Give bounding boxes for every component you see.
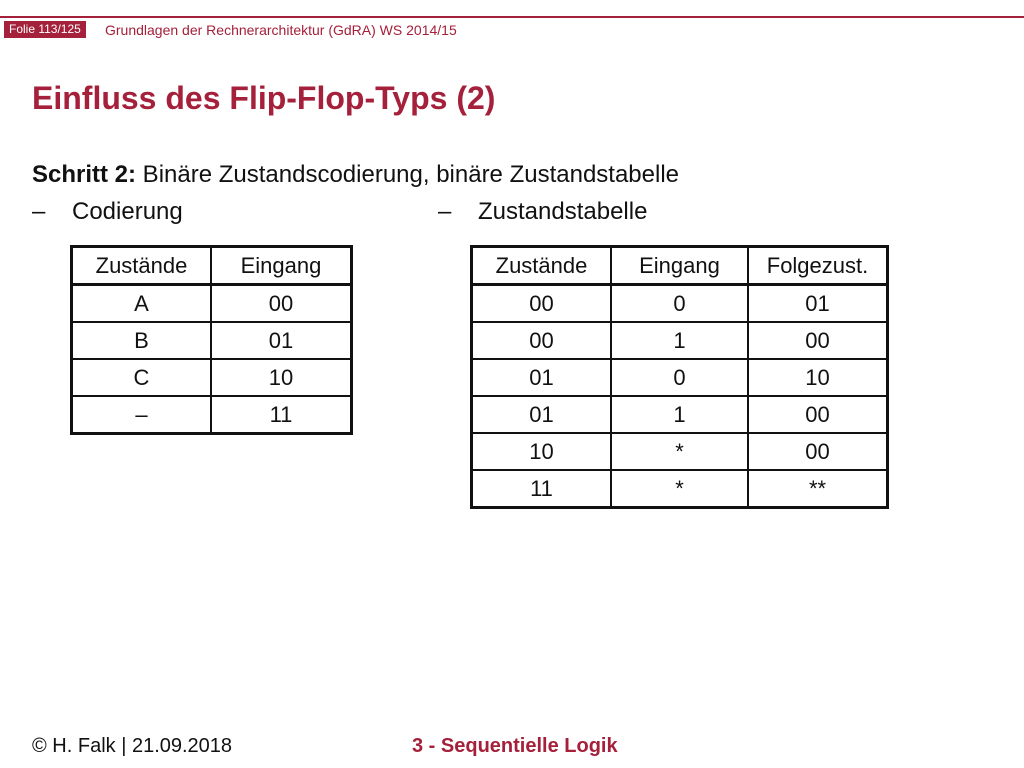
footer-chapter: 3 - Sequentielle Logik — [412, 735, 618, 757]
slide-title: Einfluss des Flip-Flop-Typs (2) — [32, 80, 496, 116]
table-cell: * — [611, 470, 748, 508]
table-cell: 01 — [748, 285, 888, 323]
column-header: Zustände — [72, 247, 212, 285]
table-cell: 1 — [611, 396, 748, 433]
table-cell: 11 — [211, 396, 352, 434]
table-header-row — [472, 247, 888, 285]
table-row — [472, 433, 888, 470]
table-row — [472, 359, 888, 396]
column-header: Eingang — [611, 247, 748, 285]
column-header: Zustände — [472, 247, 612, 285]
coding-table — [70, 245, 353, 435]
bullet-coding-label: Codierung — [72, 198, 183, 225]
table-row — [472, 285, 888, 323]
table-cell: 00 — [211, 285, 352, 323]
table-row — [472, 470, 888, 508]
column-header: Eingang — [211, 247, 352, 285]
table-row — [472, 322, 888, 359]
table-cell: 10 — [748, 359, 888, 396]
table-cell: * — [611, 433, 748, 470]
table-cell: 00 — [748, 433, 888, 470]
table-cell: ** — [748, 470, 888, 508]
table-cell: 10 — [472, 433, 612, 470]
table-row — [472, 396, 888, 433]
step-text: Binäre Zustandscodierung, binäre Zustandstabelle — [136, 161, 680, 188]
table-row — [72, 359, 352, 396]
table-cell: 00 — [472, 285, 612, 323]
table-cell: 00 — [748, 396, 888, 433]
step-heading — [32, 160, 679, 190]
table-cell: 00 — [472, 322, 612, 359]
table-cell: 01 — [211, 322, 352, 359]
table-header-row — [72, 247, 352, 285]
table-cell: B — [72, 322, 212, 359]
bullet-state-table-label: Zustandstabelle — [478, 198, 648, 225]
table-row — [72, 322, 352, 359]
course-title: Grundlagen der Rechnerarchitektur (GdRA) WS 2014/15 — [105, 22, 457, 38]
table-cell: 10 — [211, 359, 352, 396]
column-header: Folgezust. — [748, 247, 888, 285]
bullet-dash: – — [32, 198, 46, 225]
bullet-state-table — [438, 197, 647, 227]
table-cell: – — [72, 396, 212, 434]
table-cell: C — [72, 359, 212, 396]
table-row — [72, 396, 352, 434]
table-cell: A — [72, 285, 212, 323]
table-cell: 11 — [472, 470, 612, 508]
table-cell: 00 — [748, 322, 888, 359]
table-row — [72, 285, 352, 323]
table-cell: 01 — [472, 396, 612, 433]
table-cell: 01 — [472, 359, 612, 396]
table-cell: 0 — [611, 359, 748, 396]
slide-number-badge: Folie 113/125 — [4, 21, 86, 38]
table-cell: 0 — [611, 285, 748, 323]
header-rule — [0, 16, 1024, 18]
footer-author-date: © H. Falk | 21.09.2018 — [32, 735, 233, 757]
bullet-coding — [32, 197, 183, 227]
step-label: Schritt 2: — [32, 161, 137, 188]
bullet-dash: – — [438, 198, 452, 225]
table-cell: 1 — [611, 322, 748, 359]
state-transition-table — [470, 245, 889, 509]
